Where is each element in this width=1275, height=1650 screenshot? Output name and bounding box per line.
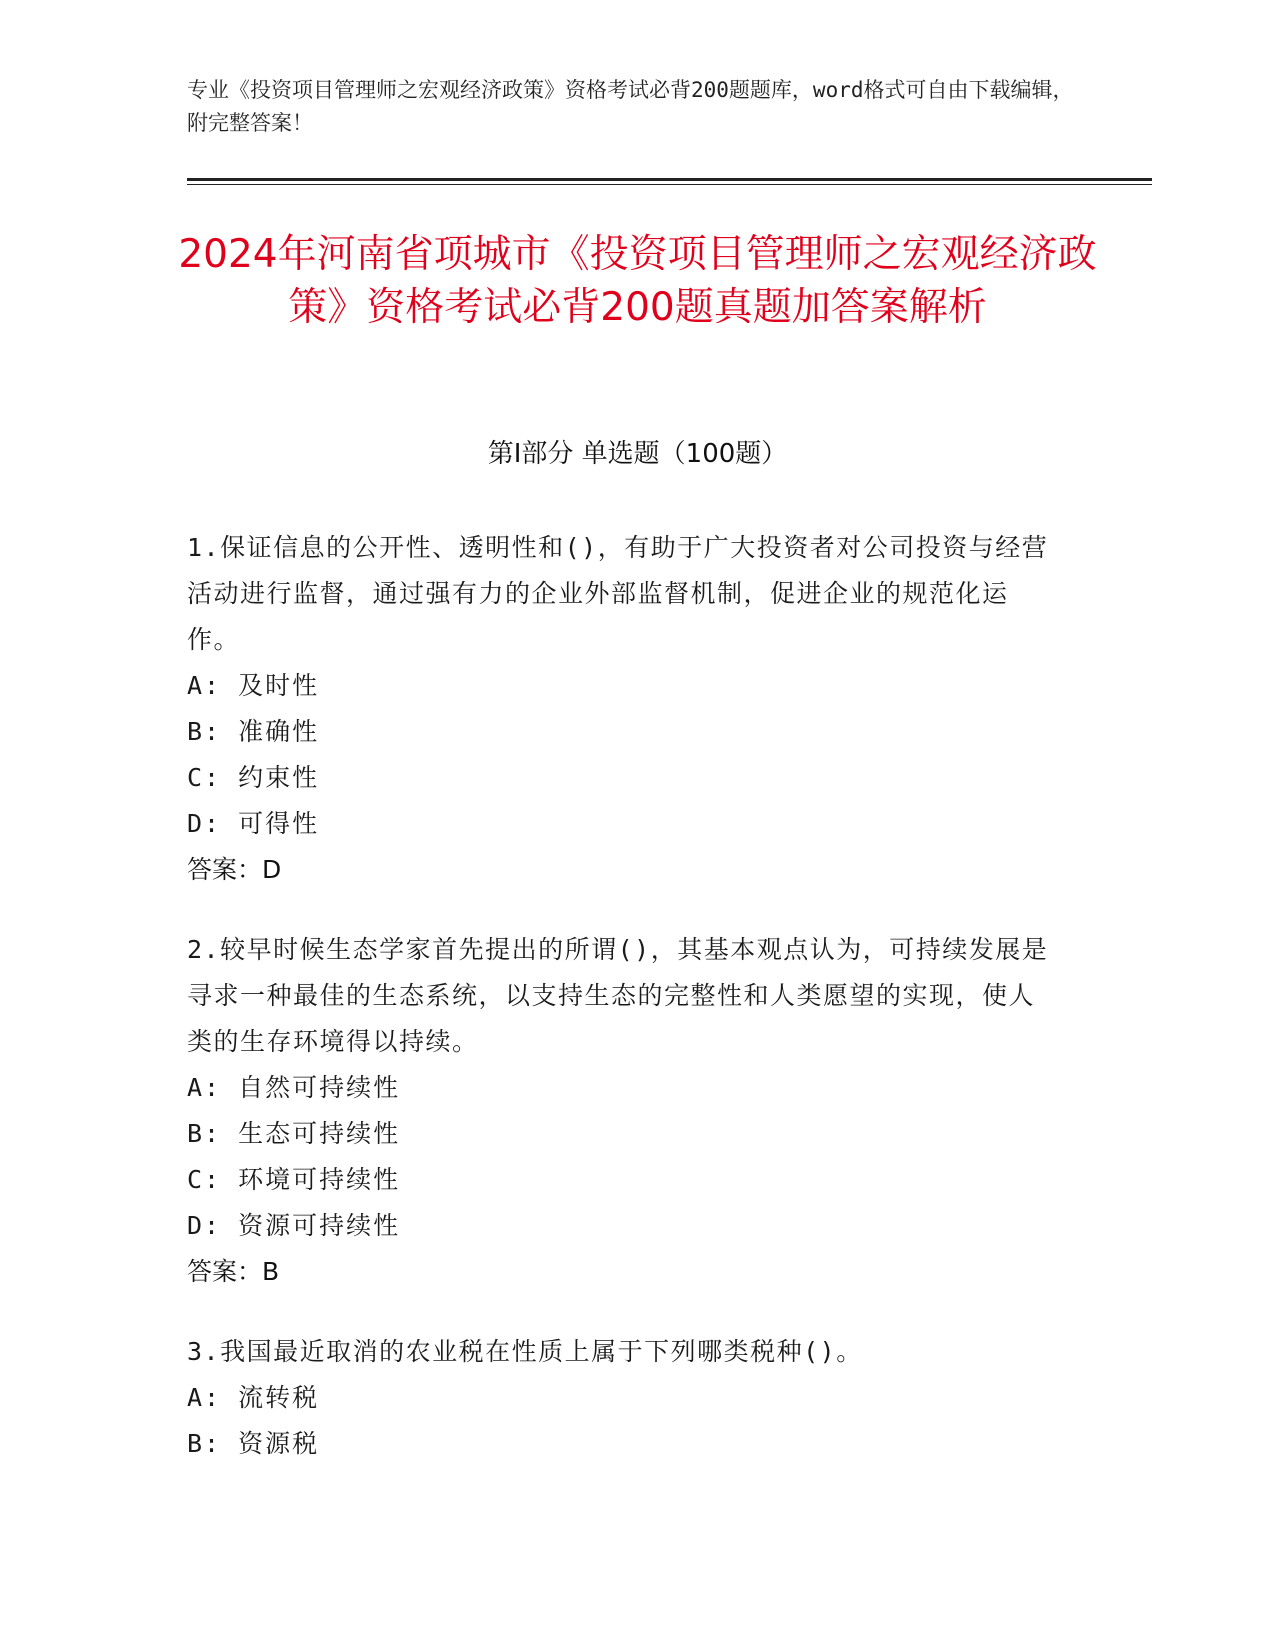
question-stem: 3.我国最近取消的农业税在性质上属于下列哪类税种()。 — [187, 1337, 863, 1366]
option-d: D: 资源可持续性 — [187, 1211, 401, 1240]
option-b: B: 生态可持续性 — [187, 1119, 401, 1148]
question-2 — [187, 927, 1057, 1295]
answer-line: 答案：D — [187, 855, 282, 884]
answer-line: 答案：B — [187, 1257, 280, 1286]
header-note: 专业《投资项目管理师之宏观经济政策》资格考试必背200题题库，word格式可自由下载编辑，附完整答案！ — [187, 78, 1074, 135]
question-3 — [187, 1329, 1057, 1467]
option-a: A: 流转税 — [187, 1383, 320, 1412]
header-rule-thin — [187, 184, 1152, 185]
question-list — [187, 525, 1057, 1501]
option-c: C: 环境可持续性 — [187, 1165, 401, 1194]
question-stem: 2.较早时候生态学家首先提出的所谓()，其基本观点认为，可持续发展是寻求一种最佳的生态系统，以支持生态的完整性和人类愿望的实现，使人类的生存环境得以持续。 — [187, 935, 1049, 1056]
option-a: A: 及时性 — [187, 671, 320, 700]
section-title: 第I部分 单选题（100题） — [487, 439, 788, 469]
header-rule-thick — [187, 178, 1152, 181]
question-stem: 1.保证信息的公开性、透明性和()，有助于广大投资者对公司投资与经营活动进行监督，通过强有力的企业外部监督机制，促进企业的规范化运作。 — [187, 533, 1049, 654]
option-a: A: 自然可持续性 — [187, 1073, 401, 1102]
option-b: B: 资源税 — [187, 1429, 320, 1458]
option-d: D: 可得性 — [187, 809, 320, 838]
question-1 — [187, 525, 1057, 893]
option-b: B: 准确性 — [187, 717, 320, 746]
document-title: 2024年河南省项城市《投资项目管理师之宏观经济政策》资格考试必背200题真题加答案解析 — [178, 232, 1097, 330]
option-c: C: 约束性 — [187, 763, 320, 792]
